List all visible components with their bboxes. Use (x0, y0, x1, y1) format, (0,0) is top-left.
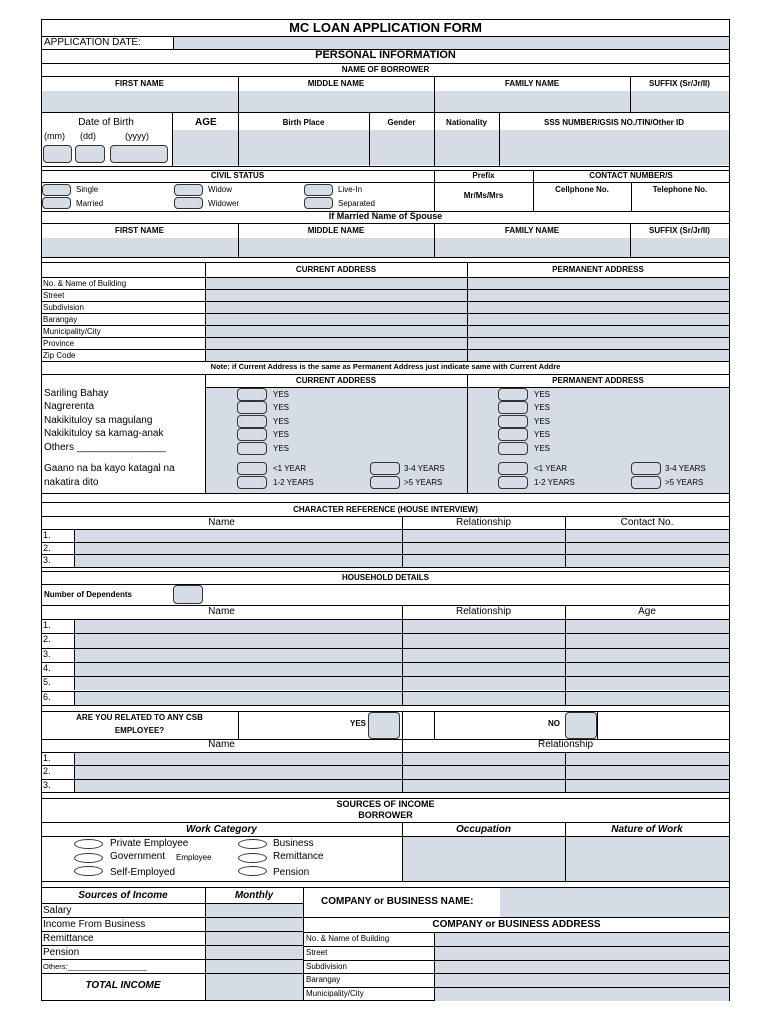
current-address-field[interactable] (206, 350, 467, 361)
pension-radio[interactable] (238, 866, 267, 876)
gender-label: Gender (387, 118, 416, 127)
household-age-field[interactable] (566, 620, 729, 633)
row-divider (41, 662, 730, 663)
single-label: Single (76, 185, 99, 194)
housing-type-label: Nagrerenta (44, 401, 95, 412)
housing-permanent-checkbox[interactable] (498, 388, 528, 401)
char-ref-name-field[interactable] (75, 530, 402, 542)
sss-field[interactable] (500, 130, 729, 165)
row-divider (303, 946, 730, 947)
income-source-label: Pension (43, 947, 80, 958)
dob-dd-field[interactable] (75, 145, 105, 163)
household-row-number: 5. (43, 677, 51, 688)
household-age-field[interactable] (566, 649, 729, 662)
csb-name-header: Name (208, 739, 235, 750)
cur-y12-checkbox[interactable] (237, 476, 267, 489)
permanent-address-field[interactable] (468, 338, 729, 349)
cur-gt5-checkbox[interactable] (370, 476, 400, 489)
company-address-row-label: Subdivision (306, 961, 347, 971)
application-date-field[interactable] (173, 37, 729, 49)
household-row-number: 1. (43, 620, 51, 630)
num-dependents-label: Number of Dependents (44, 590, 133, 599)
prefix-options: Mr/Ms/Mrs (463, 191, 504, 200)
work-category-header: Work Category (186, 824, 257, 835)
housing-current-yes-label: YES (273, 390, 290, 399)
borrower-heading: BORROWER (358, 810, 413, 820)
csb-row-number: 1. (43, 753, 51, 763)
nature-of-work-header: Nature of Work (611, 824, 683, 835)
char-ref-name-field[interactable] (75, 555, 402, 567)
occupation-header: Occupation (455, 824, 511, 835)
housing-current-heading: CURRENT ADDRESS (295, 376, 377, 385)
income-monthly-field[interactable] (206, 904, 303, 917)
application-date-label: APPLICATION DATE: (44, 37, 141, 48)
government-employee-label: Employee (176, 853, 212, 862)
suffix-header: SUFFIX (Sr/Jr/II) (649, 79, 710, 88)
csb-relationship-field[interactable] (403, 766, 565, 778)
self-employed-radio[interactable] (74, 866, 103, 876)
row-divider (41, 765, 730, 766)
household-name-field[interactable] (75, 649, 402, 662)
business-radio[interactable] (238, 839, 267, 849)
mm-label: (mm) (44, 131, 65, 141)
char-ref-contact-field[interactable] (566, 530, 729, 542)
perm-gt5-checkbox[interactable] (631, 476, 661, 489)
csb-no-label: NO (548, 719, 560, 728)
company-name-field[interactable] (500, 888, 729, 917)
household-relationship-field[interactable] (403, 620, 565, 633)
spouse-family-name-field[interactable] (435, 238, 630, 257)
current-address-field[interactable] (206, 278, 467, 289)
household-name-field[interactable] (75, 677, 402, 690)
household-age-field[interactable] (566, 634, 729, 647)
row-divider (41, 325, 730, 326)
csb-question-line1: ARE YOU RELATED TO ANY CSB (76, 713, 203, 722)
age-field[interactable] (173, 130, 238, 165)
telephone-label: Telephone No. (652, 185, 708, 194)
gaano-line1: Gaano na ba kayo katagal na (44, 463, 175, 474)
housing-current-yes-label: YES (273, 417, 290, 426)
household-name-field[interactable] (75, 692, 402, 705)
middle-name-field[interactable] (239, 91, 434, 112)
household-age-header: Age (638, 606, 656, 617)
pension-label: Pension (273, 867, 310, 878)
col-divider (74, 619, 75, 633)
spouse-middle-name-field[interactable] (239, 238, 434, 257)
sources-col-header: Sources of Income (78, 890, 168, 901)
col-divider (74, 542, 75, 555)
single-checkbox[interactable] (42, 184, 71, 196)
csb-yes-checkbox[interactable] (368, 712, 400, 739)
row-divider (303, 973, 730, 974)
char-ref-relationship-field[interactable] (403, 555, 565, 567)
housing-current-checkbox[interactable] (237, 388, 267, 401)
row-divider (41, 633, 730, 634)
married-label: Married (76, 199, 104, 208)
col-divider (74, 752, 75, 765)
col-divider (74, 529, 75, 542)
col-divider (74, 676, 75, 690)
live-in-checkbox[interactable] (304, 184, 333, 196)
first-name-field[interactable] (42, 91, 238, 112)
address-row-label: Barangay (43, 315, 78, 324)
cur-y34-label: 3-4 YEARS (404, 464, 445, 473)
personal-info-heading: PERSONAL INFORMATION (315, 49, 456, 61)
permanent-address-field[interactable] (468, 302, 729, 313)
government-label: Government (110, 851, 166, 862)
married-checkbox[interactable] (42, 197, 71, 209)
housing-permanent-checkbox[interactable] (498, 442, 528, 455)
csb-row-number: 2. (43, 766, 51, 777)
separated-checkbox[interactable] (304, 197, 333, 209)
address-row-label: Province (43, 339, 75, 348)
perm-lt1-label: <1 YEAR (534, 464, 567, 473)
cur-gt5-label: >5 YEARS (404, 478, 443, 487)
col-divider (74, 554, 75, 567)
spouse-middle-name-header: MIDDLE NAME (307, 226, 365, 235)
col-divider (74, 691, 75, 705)
suffix-field[interactable] (631, 91, 729, 112)
current-address-field[interactable] (206, 326, 467, 337)
address-row-label: Zip Code (43, 351, 76, 360)
household-name-field[interactable] (75, 620, 402, 633)
col-divider (74, 662, 75, 676)
perm-y34-label: 3-4 YEARS (665, 464, 706, 473)
col-divider (74, 648, 75, 662)
row-divider (41, 542, 730, 543)
char-ref-contact-field[interactable] (566, 555, 729, 567)
income-source-label: Income From Business (43, 919, 146, 930)
permanent-address-field[interactable] (468, 326, 729, 337)
spouse-first-name-header: FIRST NAME (115, 226, 164, 235)
contact-numbers-heading: CONTACT NUMBER/S (589, 171, 673, 180)
perm-gt5-label: >5 YEARS (665, 478, 704, 487)
widower-checkbox[interactable] (174, 197, 203, 209)
csb-row-number: 3. (43, 779, 51, 790)
widower-label: Widower (208, 199, 240, 208)
housing-current-yes-label: YES (273, 430, 290, 439)
household-relationship-field[interactable] (403, 677, 565, 690)
housing-type-label: Nakikituloy sa magulang (44, 415, 153, 426)
government-radio[interactable] (74, 853, 103, 863)
csb-relationship-extra-field[interactable] (566, 753, 729, 765)
birth-place-label: Birth Place (282, 118, 325, 127)
housing-permanent-checkbox[interactable] (498, 401, 528, 414)
yyyy-label: (yyyy) (125, 131, 149, 141)
housing-type-label: Sariling Bahay (44, 388, 109, 399)
household-age-field[interactable] (566, 677, 729, 690)
self-employed-label: Self-Employed (110, 867, 176, 878)
widow-label: Widow (208, 185, 233, 194)
total-income-field[interactable] (206, 974, 303, 1000)
company-address-field[interactable] (435, 974, 729, 987)
household-name-field[interactable] (75, 634, 402, 647)
dob-yyyy-field[interactable] (110, 145, 168, 163)
csb-name-field[interactable] (75, 766, 402, 778)
current-address-field[interactable] (206, 290, 467, 301)
live-in-label: Live-In (338, 185, 363, 194)
spouse-suffix-header: SUFFIX (Sr/Jr/II) (649, 226, 710, 235)
housing-current-checkbox[interactable] (237, 428, 267, 441)
row-divider (41, 301, 730, 302)
company-address-row-label: Street (306, 947, 328, 957)
monthly-col-header: Monthly (234, 890, 274, 901)
csb-name-field[interactable] (75, 753, 402, 765)
company-name-label: COMPANY or BUSINESS NAME: (321, 896, 474, 907)
perm-y12-label: 1-2 YEARS (534, 478, 575, 487)
nationality-label: Nationality (446, 118, 487, 127)
spouse-first-name-field[interactable] (42, 238, 238, 257)
address-note: Note: if Current Address is the same as Permanent Address just indicate same with Current Addre (210, 362, 561, 371)
csb-relationship-field[interactable] (403, 780, 565, 792)
company-address-row-label: No. & Name of Building (306, 934, 390, 943)
company-address-heading: COMPANY or BUSINESS ADDRESS (432, 919, 601, 930)
dob-mm-field[interactable] (43, 145, 72, 163)
permanent-address-field[interactable] (468, 314, 729, 325)
spouse-suffix-field[interactable] (631, 238, 729, 257)
permanent-address-field[interactable] (468, 350, 729, 361)
household-age-field[interactable] (566, 663, 729, 676)
housing-type-label: Nakikituloy sa kamag-anak (44, 428, 164, 439)
cur-lt1-label: <1 YEAR (273, 464, 306, 473)
household-relationship-header: Relationship (455, 606, 512, 617)
household-relationship-field[interactable] (403, 663, 565, 676)
others-line: Others:___________________ (43, 962, 147, 971)
housing-current-yes-label: YES (273, 444, 290, 453)
csb-name-field[interactable] (75, 780, 402, 792)
housing-current-checkbox[interactable] (237, 401, 267, 414)
company-address-field[interactable] (435, 988, 729, 1001)
income-source-label: Remittance (43, 933, 94, 944)
family-name-field[interactable] (435, 91, 630, 112)
row-divider (41, 554, 730, 555)
household-age-field[interactable] (566, 692, 729, 705)
char-ref-row-number: 3. (43, 555, 51, 566)
csb-yes-label: YES (350, 719, 367, 728)
csb-no-checkbox[interactable] (565, 712, 597, 739)
housing-permanent-yes-label: YES (534, 430, 551, 439)
address-row-label: Subdivision (43, 303, 84, 312)
row-divider (41, 289, 730, 290)
col-divider (74, 779, 75, 792)
housing-type-label: Others ________________ (44, 442, 166, 453)
address-row-label: No. & Name of Building (43, 279, 127, 288)
csb-relationship-header: Relationship (537, 739, 594, 750)
housing-permanent-yes-label: YES (534, 417, 551, 426)
separated-label: Separated (338, 199, 375, 208)
csb-relationship-field[interactable] (403, 753, 565, 765)
housing-permanent-yes-label: YES (534, 444, 551, 453)
row-divider (303, 960, 730, 961)
housing-current-checkbox[interactable] (237, 442, 267, 455)
family-name-header: FAMILY NAME (504, 79, 560, 88)
household-name-field[interactable] (75, 663, 402, 676)
income-monthly-field[interactable] (206, 946, 303, 959)
cur-y12-label: 1-2 YEARS (273, 478, 314, 487)
others-monthly-field[interactable] (206, 960, 303, 973)
household-name-header: Name (208, 606, 235, 617)
row-divider (41, 349, 730, 350)
permanent-address-heading: PERMANENT ADDRESS (552, 265, 644, 274)
current-address-field[interactable] (206, 314, 467, 325)
char-ref-relationship-header: Relationship (455, 517, 512, 528)
middle-name-header: MIDDLE NAME (307, 79, 365, 88)
spouse-family-name-header: FAMILY NAME (504, 226, 560, 235)
dd-label: (dd) (80, 131, 97, 141)
current-address-field[interactable] (206, 338, 467, 349)
income-monthly-field[interactable] (206, 918, 303, 931)
row-divider (41, 313, 730, 314)
housing-permanent-yes-label: YES (534, 390, 551, 399)
occupation-field[interactable] (403, 837, 565, 881)
household-row-number: 4. (43, 662, 51, 673)
char-ref-name-field[interactable] (75, 543, 402, 555)
total-income-label: TOTAL INCOME (85, 980, 161, 991)
private-employee-label: Private Employee (110, 838, 189, 849)
private-employee-radio[interactable] (74, 839, 103, 849)
sources-of-income-heading: SOURCES OF INCOME (336, 799, 435, 809)
sss-label: SSS NUMBER/GSIS NO./TIN/Other ID (543, 118, 684, 127)
company-address-row-label: Municipality/City (306, 989, 364, 999)
char-ref-contact-header: Contact No. (620, 517, 674, 528)
cur-y34-checkbox[interactable] (370, 462, 400, 475)
prefix-heading: Prefix (472, 171, 495, 180)
gaano-line2: nakatira dito (44, 477, 99, 488)
household-heading: HOUSEHOLD DETAILS (342, 573, 429, 582)
birth-place-field[interactable] (239, 130, 369, 165)
form-title: MC LOAN APPLICATION FORM (289, 20, 482, 35)
company-address-field[interactable] (435, 947, 729, 960)
permanent-address-field[interactable] (468, 290, 729, 301)
housing-permanent-heading: PERMANENT ADDRESS (552, 376, 644, 385)
char-ref-relationship-field[interactable] (403, 543, 565, 555)
perm-y12-checkbox[interactable] (498, 476, 528, 489)
row-divider (41, 676, 730, 677)
remittance-radio[interactable] (238, 853, 267, 863)
gender-field[interactable] (370, 130, 434, 165)
char-ref-heading: CHARACTER REFERENCE (HOUSE INTERVIEW) (293, 505, 478, 514)
widow-checkbox[interactable] (174, 184, 203, 196)
housing-current-yes-label: YES (273, 403, 290, 412)
household-relationship-field[interactable] (403, 649, 565, 662)
civil-status-heading: CIVIL STATUS (210, 171, 265, 180)
perm-y34-checkbox[interactable] (631, 462, 661, 475)
if-married-heading: If Married Name of Spouse (328, 211, 443, 221)
housing-permanent-yes-label: YES (534, 403, 551, 412)
business-label: Business (273, 838, 314, 849)
row-divider (41, 779, 730, 780)
housing-permanent-checkbox[interactable] (498, 428, 528, 441)
char-ref-name-header: Name (208, 517, 235, 528)
row-divider (41, 648, 730, 649)
nature-of-work-field[interactable] (566, 837, 729, 881)
cellphone-label: Cellphone No. (555, 185, 609, 194)
address-row-label: Street (43, 291, 65, 300)
housing-current-checkbox[interactable] (237, 415, 267, 428)
char-ref-relationship-field[interactable] (403, 530, 565, 542)
cur-lt1-checkbox[interactable] (237, 462, 267, 475)
perm-lt1-checkbox[interactable] (498, 462, 528, 475)
dob-label: Date of Birth (78, 117, 134, 128)
remittance-label: Remittance (273, 851, 324, 862)
permanent-address-field[interactable] (468, 278, 729, 289)
income-source-label: Salary (43, 905, 72, 916)
row-divider (41, 337, 730, 338)
csb-relationship-extra-field[interactable] (566, 780, 729, 792)
csb-question-line2: EMPLOYEE? (114, 726, 165, 735)
row-divider (303, 987, 730, 988)
income-monthly-field[interactable] (206, 932, 303, 945)
nationality-field[interactable] (435, 130, 499, 165)
csb-relationship-extra-field[interactable] (566, 766, 729, 778)
company-address-row-label: Barangay (306, 975, 341, 985)
current-address-heading: CURRENT ADDRESS (295, 265, 377, 274)
current-address-field[interactable] (206, 302, 467, 313)
col-divider (74, 765, 75, 778)
household-row-number: 6. (43, 691, 51, 702)
address-row-label: Municipality/City (43, 327, 101, 336)
row-divider (41, 691, 730, 692)
housing-permanent-checkbox[interactable] (498, 415, 528, 428)
char-ref-contact-field[interactable] (566, 543, 729, 555)
household-row-number: 3. (43, 648, 51, 659)
first-name-header: FIRST NAME (115, 79, 164, 88)
age-label: AGE (195, 117, 217, 128)
char-ref-row-number: 2. (43, 542, 51, 553)
name-of-borrower-heading: NAME OF BORROWER (341, 65, 430, 74)
household-row-number: 2. (43, 634, 51, 645)
char-ref-row-number: 1. (43, 530, 51, 540)
household-relationship-field[interactable] (403, 692, 565, 705)
num-dependents-field[interactable] (173, 585, 203, 604)
company-address-field[interactable] (435, 933, 729, 946)
col-divider (74, 633, 75, 647)
company-address-field[interactable] (435, 961, 729, 974)
household-relationship-field[interactable] (403, 634, 565, 647)
